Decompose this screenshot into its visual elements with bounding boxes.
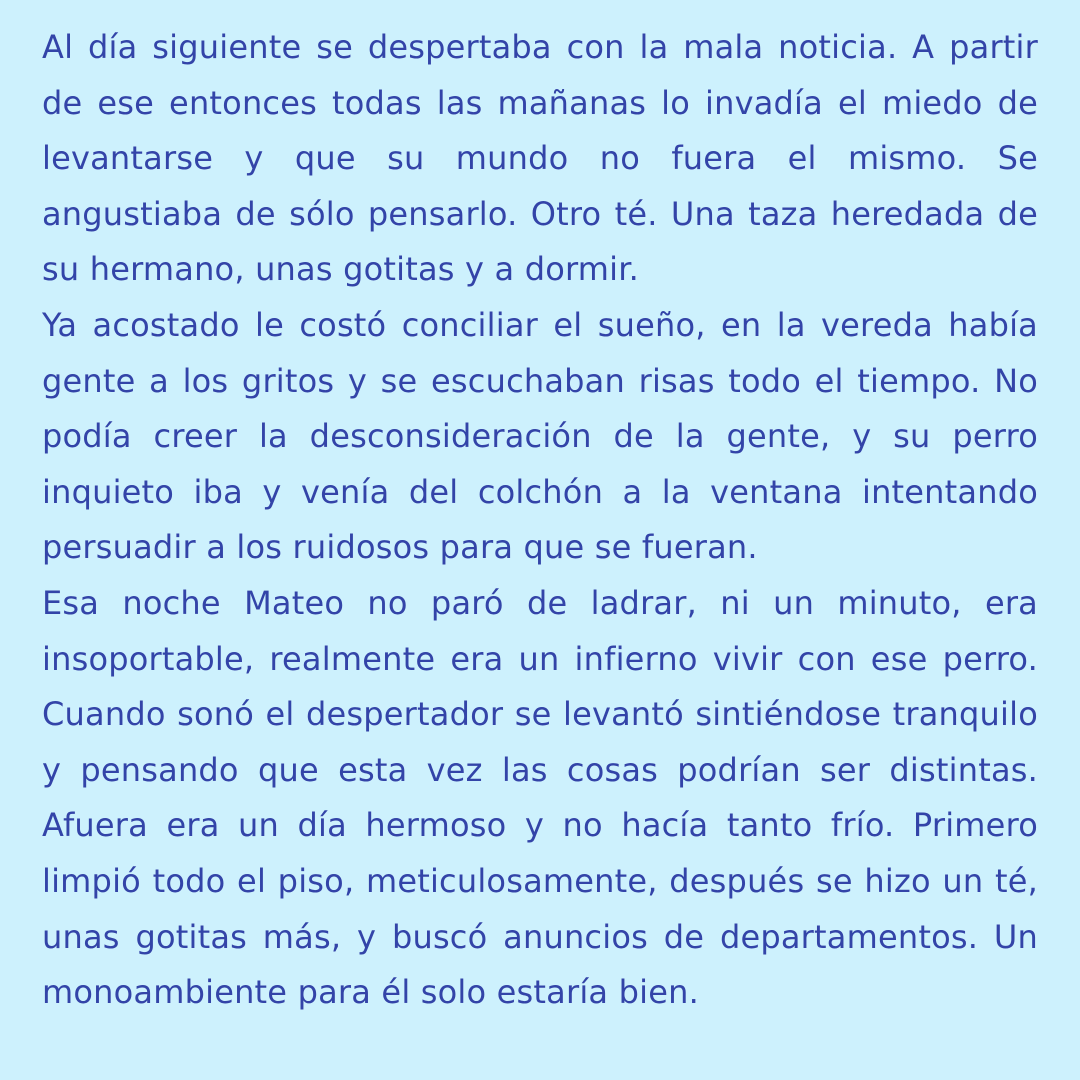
paragraph-2: Ya acostado le costó conciliar el sueño, en la vereda había gente a los gritos y se escuchaban risas todo el tiempo. No podía creer la desconsideración de la gente, y su perro inquieto iba y venía del colchón a la ventana intentando persuadir a los ruidosos para que se fueran. (42, 305, 1038, 567)
paragraph-3: Esa noche Mateo no paró de ladrar, ni un minuto, era insoportable, realmente era un infierno vivir con ese perro. Cuando sonó el despertador se levantó sintiéndose tranquilo y pensando que esta vez las cosas podrían ser distintas. Afuera era un día hermoso y no hacía tanto frío. Primero limpió todo el piso, meticulosamente, después se hizo un té, unas gotitas más, y buscó anuncios de departamentos. Un monoambiente para él solo estaría bien. (42, 583, 1038, 1012)
paragraph-1: Al día siguiente se despertaba con la mala noticia. A partir de ese entonces todas las mañanas lo invadía el miedo de levantarse y que su mundo no fuera el mismo. Se angustiaba de sólo pensarlo. Otro té. Una taza heredada de su hermano, unas gotitas y a dormir. (42, 28, 1038, 289)
story-text (42, 20, 1038, 1021)
